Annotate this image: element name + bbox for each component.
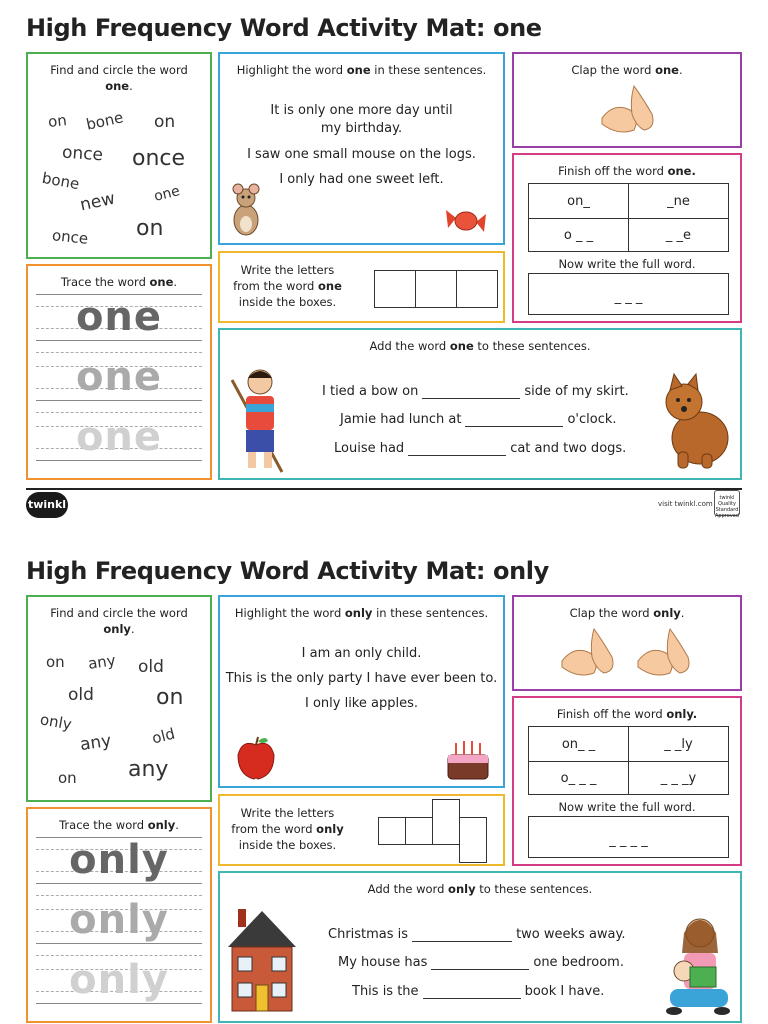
word-option[interactable]: any [78, 730, 113, 756]
word-fragment[interactable]: o _ _ [528, 218, 629, 252]
word-option[interactable]: on [136, 216, 164, 241]
full-word-label: Now write the full word. [558, 800, 696, 814]
sentence[interactable]: It is only one more day until [270, 103, 453, 118]
add-word-panel [218, 871, 742, 1023]
trace-panel [26, 264, 212, 480]
sentence[interactable]: my birthday. [320, 121, 403, 136]
letter-box[interactable] [415, 270, 457, 308]
add-instruction: Add the word only to these sentences. [367, 882, 593, 896]
fill-sentence: Jamie had lunch at o'clock. [340, 412, 617, 427]
word-option[interactable]: only [38, 710, 74, 734]
word-option[interactable]: any [86, 651, 117, 673]
word-fragment[interactable]: on_ _ [528, 726, 629, 762]
page-title: High Frequency Word Activity Mat: one [26, 14, 542, 42]
trace-word[interactable]: only [69, 957, 169, 1003]
word-option[interactable]: old [150, 724, 177, 748]
letter-box[interactable] [456, 270, 498, 308]
word-option[interactable]: bone [84, 108, 125, 134]
add-word-panel [218, 328, 742, 480]
trace-word[interactable]: only [69, 897, 169, 943]
clapping-hands-icon [556, 623, 622, 681]
finish-instruction: Finish off the word one. [558, 164, 696, 178]
trace-word[interactable]: only [69, 837, 169, 883]
find-instruction: Find and circle the word only. [50, 606, 188, 636]
clapping-hands-icon [596, 80, 662, 138]
dog-icon [658, 372, 736, 470]
letters-instruction: Write the letters from the word only inside the boxes. [231, 806, 344, 852]
trace-word[interactable]: one [75, 414, 163, 460]
boy-sweeping-icon [226, 360, 286, 474]
fill-sentence: My house has one bedroom. [338, 955, 624, 970]
answer-blank[interactable] [408, 455, 506, 456]
letter-box[interactable] [378, 817, 406, 845]
find-circle-panel [26, 52, 212, 259]
trace-word[interactable]: one [75, 294, 163, 340]
trace-instruction: Trace the word one. [60, 275, 178, 289]
trace-panel [26, 807, 212, 1023]
word-option[interactable]: bone [40, 168, 81, 194]
apple-icon [234, 735, 278, 781]
house-icon [226, 903, 298, 1015]
word-option[interactable]: new [78, 188, 117, 216]
answer-blank[interactable] [465, 426, 563, 427]
finish-instruction: Finish off the word only. [556, 707, 698, 721]
word-option[interactable]: one [152, 183, 182, 205]
finish-word-panel [512, 696, 742, 866]
page-title: High Frequency Word Activity Mat: only [26, 557, 549, 585]
word-fragment[interactable]: _ne [628, 183, 729, 219]
find-instruction: Find and circle the word one. [50, 63, 188, 93]
answer-blank[interactable] [431, 969, 529, 970]
sentence[interactable]: I only had one sweet left. [279, 172, 444, 187]
letter-boxes-panel [218, 251, 505, 323]
full-word-box[interactable]: _ _ _ _ [528, 816, 729, 858]
fill-sentence: Christmas is two weeks away. [328, 927, 626, 942]
trace-instruction: Trace the word only. [59, 818, 179, 832]
word-fragment[interactable]: _ _ _y [628, 761, 729, 795]
fill-sentence: I tied a bow on side of my skirt. [322, 384, 629, 399]
reading-girl-icon [660, 913, 736, 1017]
word-option[interactable]: once [51, 226, 90, 248]
letter-box[interactable] [459, 817, 487, 863]
quality-badge: twinkl Quality Standard Approved [714, 490, 740, 516]
activity-mat-only [0, 543, 768, 1024]
clap-panel [512, 595, 742, 691]
clap-instruction: Clap the word one. [571, 63, 683, 77]
word-fragment[interactable]: _ _ly [628, 726, 729, 762]
add-instruction: Add the word one to these sentences. [369, 339, 591, 353]
word-option[interactable]: on [58, 769, 77, 787]
sentence[interactable]: I am an only child. [301, 646, 422, 661]
word-option[interactable]: old [138, 657, 164, 677]
word-fragment[interactable]: on_ [528, 183, 629, 219]
letter-box[interactable] [374, 270, 416, 308]
visit-link[interactable]: visit twinkl.com [658, 500, 713, 508]
highlight-instruction: Highlight the word only in these sentences. [234, 606, 489, 620]
letters-instruction: Write the letters from the word one inside the boxes. [233, 263, 342, 309]
word-option[interactable]: once [132, 146, 186, 171]
word-option[interactable]: once [61, 142, 104, 166]
full-word-label: Now write the full word. [558, 257, 696, 271]
word-option[interactable]: old [68, 685, 94, 705]
clap-panel [512, 52, 742, 148]
full-word-box[interactable]: _ _ _ [528, 273, 729, 315]
highlight-instruction: Highlight the word one in these sentences. [236, 63, 487, 77]
sentence[interactable]: This is the only party I have ever been to. [225, 671, 498, 686]
word-option[interactable]: on [154, 112, 176, 132]
highlight-panel [218, 52, 505, 245]
trace-word[interactable]: one [75, 354, 163, 400]
find-circle-panel [26, 595, 212, 802]
word-option[interactable]: on [47, 111, 68, 131]
twinkl-logo: twinkl [26, 492, 68, 518]
word-option[interactable]: on [46, 653, 65, 671]
answer-blank[interactable] [422, 398, 520, 399]
word-option[interactable]: on [156, 685, 184, 710]
word-fragment[interactable]: o_ _ _ [528, 761, 629, 795]
fill-sentence: Louise had cat and two dogs. [334, 441, 627, 456]
candy-icon [442, 204, 490, 238]
clap-instruction: Clap the word only. [569, 606, 685, 620]
fill-sentence: This is the book I have. [352, 984, 605, 999]
answer-blank[interactable] [412, 941, 512, 942]
birthday-cake-icon [444, 737, 492, 781]
letter-boxes-panel [218, 794, 505, 866]
finish-word-panel [512, 153, 742, 323]
letter-box[interactable] [405, 817, 433, 845]
word-option[interactable]: any [128, 757, 169, 782]
mouse-icon [228, 180, 264, 238]
answer-blank[interactable] [423, 998, 521, 999]
word-fragment[interactable]: _ _e [628, 218, 729, 252]
sentence[interactable]: I only like apples. [304, 696, 418, 711]
sentence[interactable]: I saw one small mouse on the logs. [247, 147, 476, 162]
clapping-hands-icon [632, 623, 698, 681]
letter-box[interactable] [432, 799, 460, 845]
highlight-panel [218, 595, 505, 788]
